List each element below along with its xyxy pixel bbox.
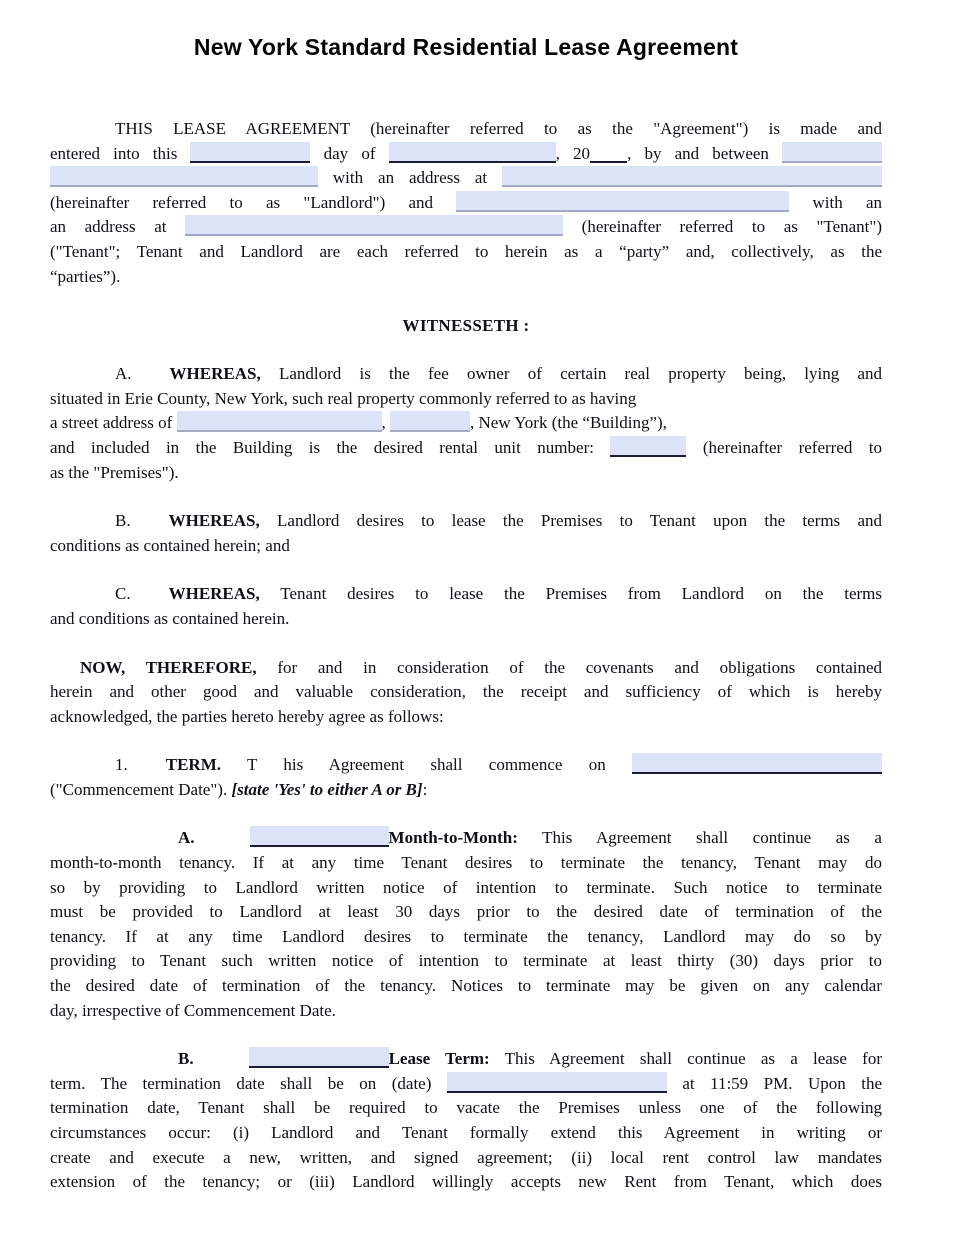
tab-indent <box>50 525 115 526</box>
term-line-1 <box>50 753 882 778</box>
option-a-line-5 <box>50 925 882 950</box>
whereas-b-line-2 <box>50 534 882 559</box>
field-year-suffix[interactable] <box>590 142 627 163</box>
option-b-text-1: This Agreement shall continue as a lease for <box>504 1049 882 1069</box>
field-landlord-name-start[interactable] <box>782 142 882 163</box>
intro-line-5 <box>50 215 882 240</box>
whereas-a-label: A. <box>115 364 132 384</box>
tab-gap <box>131 525 169 526</box>
tab-indent-deep <box>50 1063 178 1064</box>
term-line-2 <box>50 778 882 803</box>
term-text-2c: : <box>422 779 428 799</box>
whereas-a-line-1 <box>50 362 882 387</box>
option-b-line-4 <box>50 1121 882 1146</box>
option-a-label: A. <box>178 828 195 848</box>
field-commencement-date[interactable] <box>632 753 882 774</box>
whereas-b-line-1 <box>50 509 882 534</box>
whereas-c-text-1: Tenant desires to lease the Premises from Landlord on the terms <box>280 584 883 604</box>
option-b-text-2a: term. The termination date shall be on (date) <box>50 1073 432 1093</box>
tab-gap <box>128 769 166 770</box>
intro-paragraph <box>50 117 882 289</box>
intro-text-5b: (hereinafter referred to as "Tenant") <box>581 217 883 237</box>
whereas-c-line-1 <box>50 582 882 607</box>
option-a-text-5: tenancy. If at any time Landlord desires to terminate the tenancy, Landlord may do so by <box>50 926 882 946</box>
tab-gap <box>132 378 170 379</box>
whereas-c-text-2: and conditions as contained herein. <box>50 608 290 628</box>
intro-line-6 <box>50 240 882 265</box>
tab-indent-small <box>50 672 80 673</box>
whereas-a-text-1: Landlord is the fee owner of certain real property being, lying and <box>278 364 883 384</box>
option-a-line-6 <box>50 949 882 974</box>
intro-line-4 <box>50 191 882 216</box>
field-tenant-address[interactable] <box>185 215 563 236</box>
option-b-text-3: termination date, Tenant shall be required to vacate the Premises unless one of the following <box>50 1098 882 1118</box>
option-a-line-3 <box>50 876 882 901</box>
option-b-label: B. <box>178 1049 194 1069</box>
whereas-a-text-3b: , <box>381 413 386 433</box>
field-street-address[interactable] <box>177 411 382 432</box>
whereas-c-bold: WHEREAS, <box>168 584 260 604</box>
option-a-bold: Month-to-Month: <box>388 828 518 848</box>
option-b-paragraph <box>50 1047 882 1195</box>
field-day[interactable] <box>190 142 310 163</box>
field-option-a-yes[interactable] <box>250 826 389 847</box>
option-b-line-5 <box>50 1146 882 1171</box>
option-a-line-7 <box>50 974 882 999</box>
whereas-a-text-5: as the "Premises"). <box>50 462 179 482</box>
option-a-paragraph <box>50 826 882 1023</box>
whereas-a-paragraph <box>50 362 882 485</box>
term-text-1: T his Agreement shall commence on <box>247 755 606 775</box>
intro-text-2d: , by and between <box>627 143 769 163</box>
whereas-a-bold: WHEREAS, <box>169 364 261 384</box>
whereas-a-text-4a: and included in the Building is the desired rental unit number: <box>50 437 594 457</box>
intro-line-1 <box>50 117 882 142</box>
option-b-text-4: circumstances occur: (i) Landlord and Tenant formally extend this Agreement in writing or <box>50 1123 882 1142</box>
tab-gap <box>131 598 169 599</box>
field-termination-date[interactable] <box>447 1072 667 1093</box>
whereas-a-line-3 <box>50 411 882 436</box>
now-therefore-text-1: for and in consideration of the covenants and obligations contained <box>277 657 883 677</box>
whereas-c-label: C. <box>115 584 131 604</box>
tab-indent <box>50 769 115 770</box>
option-b-text-2b: at 11:59 PM. Upon the <box>682 1073 882 1093</box>
intro-text-4b: with an <box>812 192 882 212</box>
tab-indent <box>50 133 115 134</box>
whereas-b-paragraph <box>50 509 882 558</box>
field-landlord-address[interactable] <box>502 166 882 187</box>
now-therefore-line-1 <box>50 656 882 681</box>
option-a-line-4 <box>50 900 882 925</box>
whereas-a-text-3c: , New York (the “Building”), <box>470 413 667 433</box>
field-month[interactable] <box>389 142 556 163</box>
whereas-a-text-4b: (hereinafter referred to <box>702 437 883 457</box>
option-a-line-1 <box>50 826 882 851</box>
option-b-text-6: extension of the tenancy; or (iii) Landlord willingly accepts new Rent from Tenant, which does <box>50 1172 882 1192</box>
now-therefore-line-2 <box>50 680 882 705</box>
whereas-b-text-1: Landlord desires to lease the Premises to Tenant upon the terms and <box>277 511 882 531</box>
tab-indent-deep <box>50 842 178 843</box>
field-unit-number[interactable] <box>610 436 686 457</box>
intro-text-2c: , 20 <box>555 143 591 163</box>
now-therefore-line-3 <box>50 705 882 730</box>
whereas-b-text-2: conditions as contained herein; and <box>50 535 290 555</box>
whereas-c-paragraph <box>50 582 882 631</box>
intro-text-4a: (hereinafter referred to as "Landlord") and <box>50 192 434 212</box>
option-b-line-3 <box>50 1096 882 1121</box>
tab-indent <box>50 378 115 379</box>
option-a-text-7: the desired date of termination of the tenancy. Notices to terminate may be given on any calendar <box>50 976 882 996</box>
tab-gap <box>195 842 250 843</box>
tab-indent <box>50 598 115 599</box>
intro-text-2a: entered into this <box>50 143 178 163</box>
whereas-b-label: B. <box>115 511 131 531</box>
term-number: 1. <box>115 755 128 775</box>
witnesseth-heading: WITNESSETH : <box>402 316 530 336</box>
now-therefore-text-2: herein and other good and valuable consideration, the receipt and sufficiency of which is hereby <box>50 682 882 702</box>
intro-text-5a: an address at <box>50 217 167 237</box>
whereas-a-text-2: situated in Erie County, New York, such real property commonly referred to as having <box>50 388 637 408</box>
now-therefore-paragraph <box>50 656 882 730</box>
intro-text-1: THIS LEASE AGREEMENT (hereinafter referred to as the "Agreement") is made and <box>115 119 882 138</box>
option-b-line-1 <box>50 1047 882 1072</box>
option-a-text-4: must be provided to Landlord at least 30 days prior to the desired date of termination of the <box>50 902 882 922</box>
option-a-text-2: month-to-month tenancy. If at any time Tenant desires to terminate the tenancy, Tenant may do <box>50 853 882 873</box>
field-option-b-yes[interactable] <box>249 1047 389 1068</box>
option-a-text-6: providing to Tenant such written notice of intention to terminate at least thirty (30) days prior to <box>50 951 882 971</box>
option-a-text-8: day, irrespective of Commencement Date. <box>50 1000 336 1020</box>
whereas-a-line-2 <box>50 387 882 412</box>
term-bold: TERM. <box>165 755 221 775</box>
option-b-line-2 <box>50 1072 882 1097</box>
option-a-text-3: so by providing to Landlord written notice of intention to terminate. Such notice to terminate <box>50 877 882 897</box>
intro-line-3 <box>50 166 882 191</box>
now-therefore-text-3: acknowledged, the parties hereto hereby agree as follows: <box>50 706 444 726</box>
term-bracket-note: [state 'Yes' to either A or B] <box>231 779 423 799</box>
whereas-b-bold: WHEREAS, <box>168 511 260 531</box>
option-a-line-2 <box>50 851 882 876</box>
whereas-a-line-5 <box>50 461 882 486</box>
intro-line-2 <box>50 142 882 167</box>
intro-line-7 <box>50 265 882 290</box>
witnesseth-heading-block <box>50 313 882 338</box>
now-therefore-bold: NOW, THEREFORE, <box>80 657 257 677</box>
intro-text-3a: with an address at <box>332 168 488 188</box>
whereas-a-text-3a: a street address of <box>50 413 173 433</box>
field-tenant-name[interactable] <box>456 191 789 212</box>
intro-text-2b: day of <box>323 143 376 163</box>
intro-text-7: “parties”). <box>50 266 121 286</box>
term-text-2a: ("Commencement Date"). <box>50 779 228 799</box>
option-b-bold: Lease Term: <box>388 1049 490 1069</box>
term-clause <box>50 753 882 802</box>
field-landlord-name-continued[interactable] <box>50 166 318 187</box>
field-city[interactable] <box>390 411 470 432</box>
whereas-a-line-4 <box>50 436 882 461</box>
tab-gap <box>194 1063 249 1064</box>
option-b-text-5: create and execute a new, written, and signed agreement; (ii) local rent control law mandates <box>50 1147 882 1167</box>
option-b-line-6 <box>50 1170 882 1195</box>
option-a-text-1: This Agreement shall continue as a <box>542 828 882 848</box>
intro-text-6: ("Tenant"; Tenant and Landlord are each referred to herein as a “party” and, collectively, as the <box>50 241 882 261</box>
option-a-line-8 <box>50 999 882 1024</box>
page-title: New York Standard Residential Lease Agreement <box>193 34 739 60</box>
whereas-c-line-2 <box>50 607 882 632</box>
